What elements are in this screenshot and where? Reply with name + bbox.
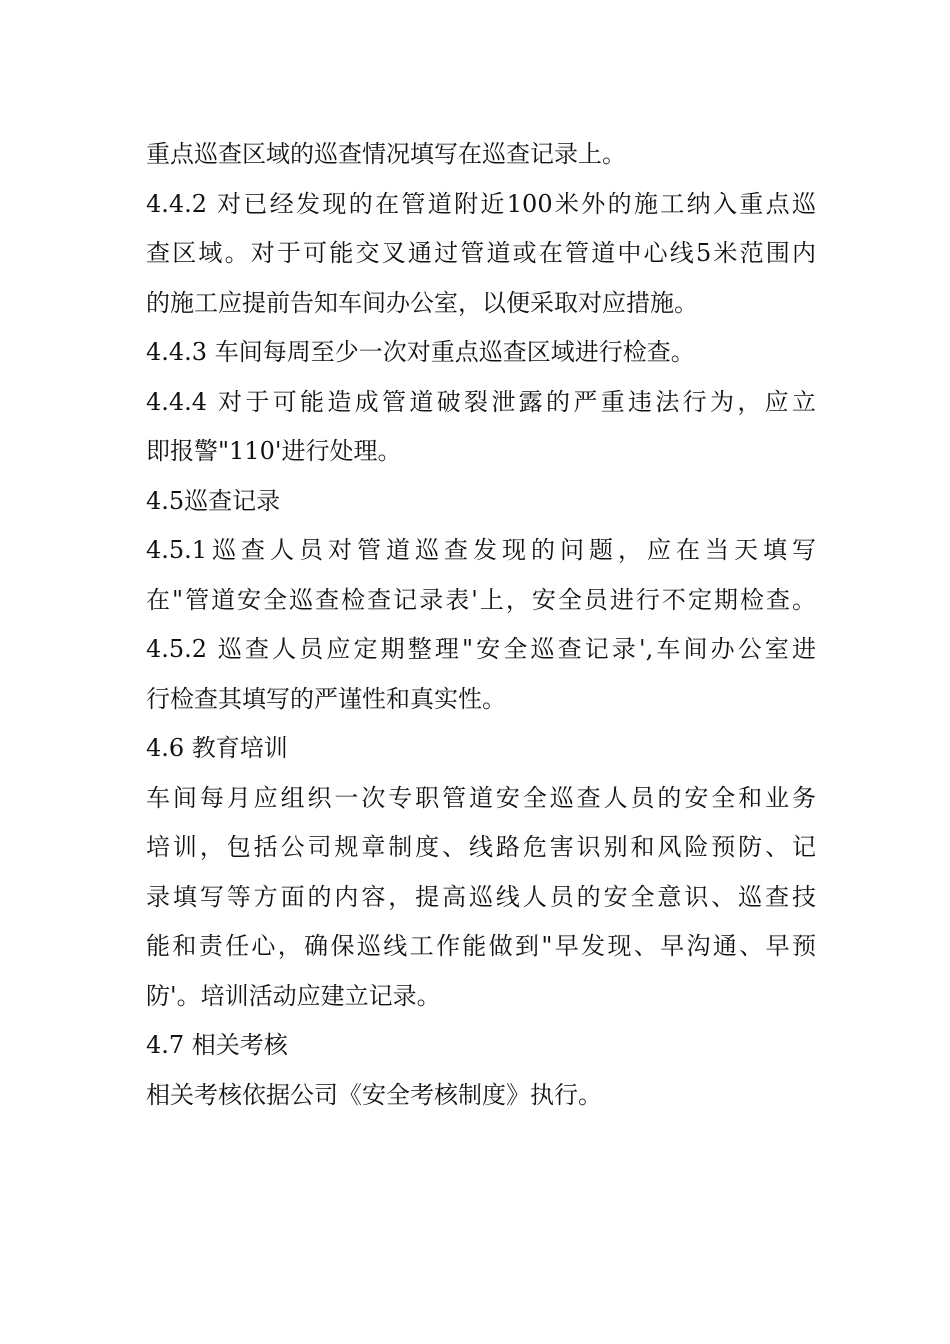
- paragraph-line: 即报警"110'进行处理。: [146, 437, 402, 465]
- section-heading-4-5: 4.5巡查记录: [146, 486, 281, 515]
- paragraph-line: 防'。培训活动应建立记录。: [146, 981, 441, 1010]
- section-4-5-2-line: 4.5.2 巡查人员应定期整理"安全巡查记录',车间办公室进: [146, 635, 816, 663]
- document-body: [146, 130, 816, 1120]
- section-4-4-2-line: 4.4.2 对已经发现的在管道附近100米外的施工纳入重点巡: [146, 189, 816, 218]
- section-4-4-3-line: 4.4.3 车间每周至少一次对重点巡查区域进行检查。: [146, 338, 695, 366]
- paragraph-line: 培训，包括公司规章制度、线路危害识别和风险预防、记: [146, 833, 816, 861]
- paragraph-line: 重点巡查区域的巡查情况填写在巡查记录上。: [146, 140, 626, 168]
- paragraph-line: 录填写等方面的内容，提高巡线人员的安全意识、巡查技: [146, 882, 816, 911]
- paragraph-line: 行检查其填写的严谨性和真实性。: [146, 684, 506, 713]
- section-heading-4-7: 4.7 相关考核: [146, 1031, 288, 1059]
- paragraph-line: 能和责任心，确保巡线工作能做到"早发现、早沟通、早预: [146, 932, 816, 960]
- paragraph-line: 的施工应提前告知车间办公室，以便采取对应措施。: [146, 288, 698, 317]
- section-4-4-4-line: 4.4.4 对于可能造成管道破裂泄露的严重违法行为，应立: [146, 387, 816, 416]
- paragraph-line: 相关考核依据公司《安全考核制度》执行。: [146, 1080, 602, 1109]
- section-4-5-1-line: 4.5.1巡查人员对管道巡查发现的问题，应在当天填写: [146, 536, 816, 564]
- paragraph-line: 在"管道安全巡查检查记录表'上，安全员进行不定期检查。: [146, 585, 816, 614]
- paragraph-line: 车间每月应组织一次专职管道安全巡查人员的安全和业务: [146, 783, 816, 812]
- section-heading-4-6: 4.6 教育培训: [146, 734, 288, 762]
- paragraph-line: 查区域。对于可能交叉通过管道或在管道中心线5米范围内: [146, 239, 816, 267]
